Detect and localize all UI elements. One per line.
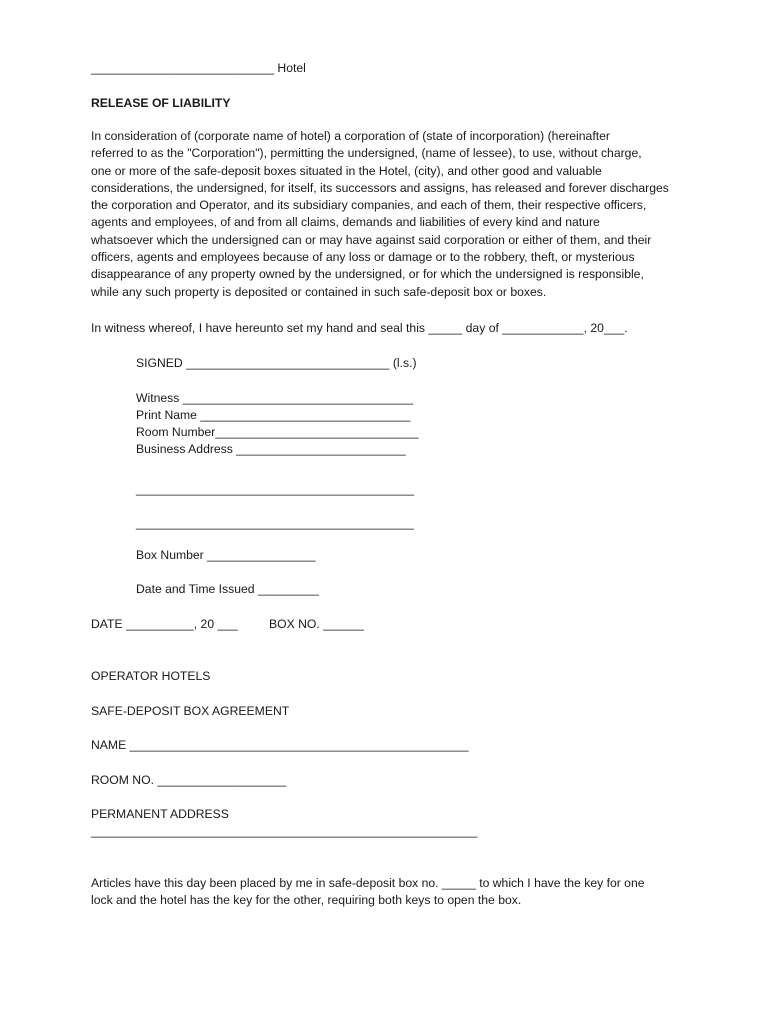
paragraph-line: lock and the hotel has the key for the other, requiring both keys to open the box. xyxy=(91,893,522,908)
paragraph-line: Articles have this day been placed by me in safe-deposit box no. _____ to which I have the key for one xyxy=(91,876,645,890)
articles-paragraph xyxy=(91,875,691,910)
address-blank-line: _________________________________________ xyxy=(136,482,414,496)
paragraph-line: one or more of the safe-deposit boxes situated in the Hotel, (city), and other good and valuable xyxy=(91,163,602,178)
permanent-address-label: PERMANENT ADDRESS xyxy=(91,807,229,821)
consideration-paragraph xyxy=(91,128,691,301)
paragraph-line: while any such property is deposited or contained in such safe-deposit box or boxes. xyxy=(91,284,547,299)
room-no-field: ROOM NO. ___________________ xyxy=(91,773,287,787)
print-name-field: Print Name _______________________________ xyxy=(136,408,411,422)
signed-field: SIGNED ______________________________ (l.s.) xyxy=(136,356,417,370)
permanent-address-line: _________________________________________________________ xyxy=(91,824,478,838)
name-field: NAME __________________________________________________ xyxy=(91,738,469,752)
operator-hotels-heading: OPERATOR HOTELS xyxy=(91,669,211,683)
paragraph-line: referred to as the "Corporation"), permitting the undersigned, (name of lessee), to use, without charge, xyxy=(91,146,642,161)
business-address-field: Business Address _________________________ xyxy=(136,442,406,456)
date-field: DATE __________, 20 ___ xyxy=(91,617,238,631)
paragraph-line: considerations, the undersigned, for itself, its successors and assigns, has released and forever discharges xyxy=(91,180,669,195)
paragraph-line: In consideration of (corporate name of hotel) a corporation of (state of incorporation) (hereinafter xyxy=(91,129,610,143)
room-number-field: Room Number______________________________ xyxy=(136,425,419,439)
paragraph-line: whatsoever which the undersigned can or may have against said corporation or either of them, and their xyxy=(91,232,652,247)
paragraph-line: disappearance of any property owned by the undersigned, or for which the undersigned is responsible, xyxy=(91,267,644,282)
witness-field: Witness __________________________________ xyxy=(136,391,414,405)
agreement-title: SAFE-DEPOSIT BOX AGREEMENT xyxy=(91,704,290,718)
paragraph-line: the corporation and Operator, and its subsidiary companies, and each of them, their respective officers, xyxy=(91,198,647,213)
hotel-name-line: ___________________________ Hotel xyxy=(91,61,306,75)
box-no-field: BOX NO. ______ xyxy=(269,617,364,631)
witness-statement: In witness whereof, I have hereunto set my hand and seal this _____ day of ____________, 20___. xyxy=(91,321,628,335)
paragraph-line: agents and employees, of and from all claims, demands and liabilities of every kind and nature xyxy=(91,215,600,230)
box-number-field: Box Number ________________ xyxy=(136,548,316,562)
date-time-issued-field: Date and Time Issued _________ xyxy=(136,582,319,596)
address-blank-line: _________________________________________ xyxy=(136,516,414,530)
paragraph-line: officers, agents and employees because of any loss or damage or to the robbery, theft, or mysterious xyxy=(91,250,635,265)
document-title: RELEASE OF LIABILITY xyxy=(91,96,231,110)
